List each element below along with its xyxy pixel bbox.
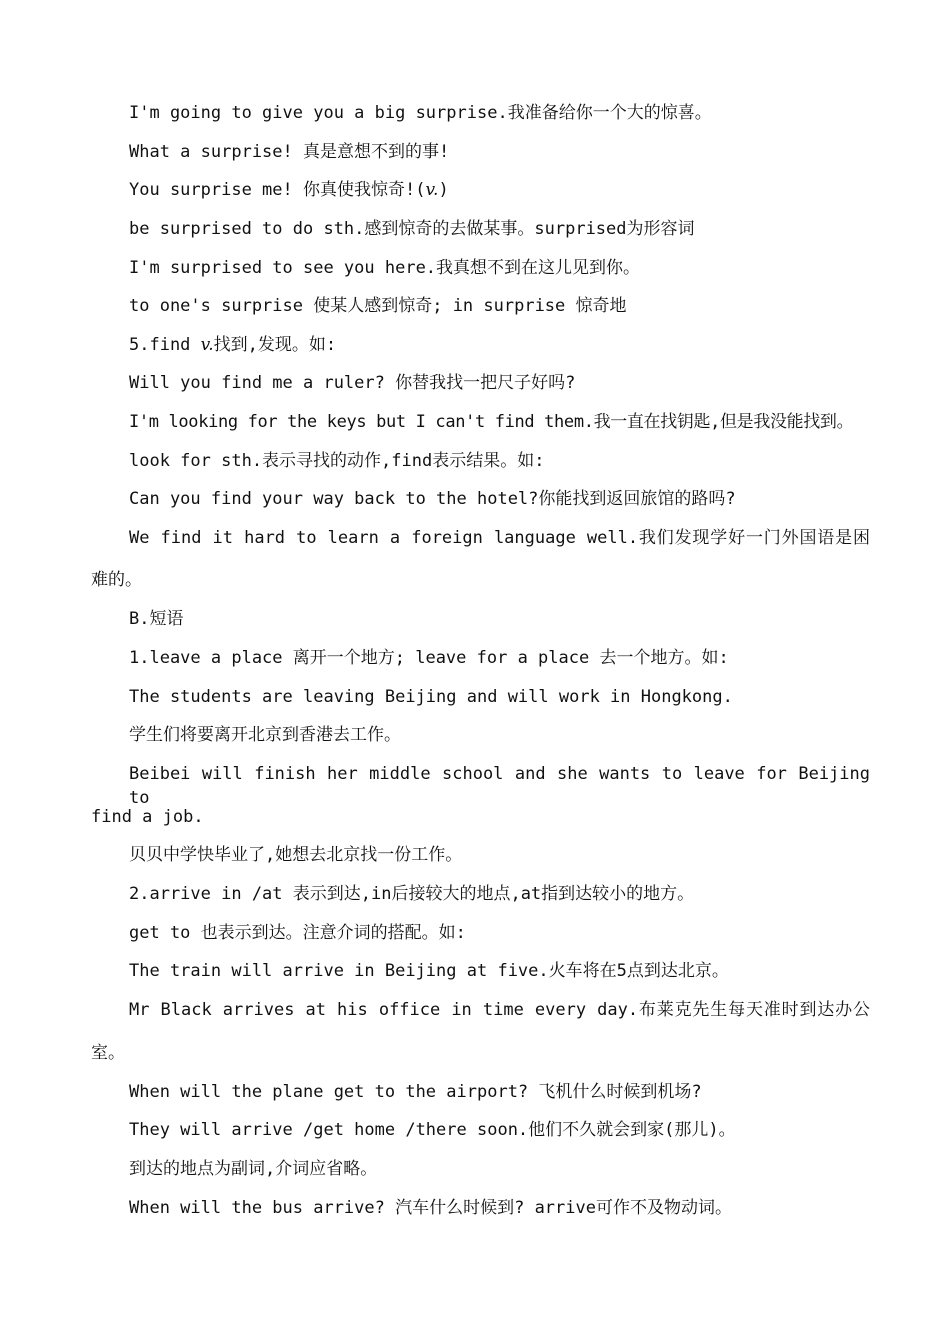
text-line: The train will arrive in Beijing at five.火车将在5点到达北京。: [129, 961, 729, 981]
text-line: 学生们将要离开北京到香港去工作。: [129, 725, 401, 745]
text-line: 到达的地点为副词,介词应省略。: [129, 1159, 378, 1179]
text-line: 难的。: [91, 570, 142, 590]
text-fragment: 5.find: [129, 335, 201, 355]
text-line: The students are leaving Beijing and will work in Hongkong.: [129, 687, 733, 707]
section-heading: B.短语: [129, 609, 184, 629]
text-line: 2.arrive in /at 表示到达,in后接较大的地点,at指到达较小的地方。: [129, 884, 695, 904]
text-fragment: 找到,发现。如:: [213, 335, 337, 355]
text-line: [129, 178, 870, 202]
text-line: 室。: [91, 1043, 125, 1063]
text-line: look for sth.表示寻找的动作,find表示结果。如:: [129, 451, 545, 471]
text-line: Mr Black arrives at his office in time every day.布莱克先生每天准时到达办公: [129, 1000, 870, 1020]
text-line: get to 也表示到达。注意介词的搭配。如:: [129, 923, 466, 943]
text-line: 贝贝中学快毕业了,她想去北京找一份工作。: [129, 845, 463, 865]
text-line: to one's surprise 使某人感到惊奇; in surprise 惊奇地: [129, 296, 627, 316]
text-line: I'm going to give you a big surprise.我准备给你一个大的惊喜。: [129, 103, 712, 123]
text-line: Will you find me a ruler? 你替我找一把尺子好吗?: [129, 373, 576, 393]
text-line: When will the bus arrive? 汽车什么时候到? arrive可作不及物动词。: [129, 1198, 732, 1218]
text-line: They will arrive /get home /there soon.他们不久就会到家(那儿)。: [129, 1120, 736, 1140]
text-line: be surprised to do sth.感到惊奇的去做某事。surprised为形容词: [129, 219, 695, 239]
part-of-speech-tag: v.: [425, 180, 439, 200]
text-line: I'm looking for the keys but I can't find them.我一直在找钥匙,但是我没能找到。: [129, 412, 854, 432]
text-line: We find it hard to learn a foreign language well.我们发现学好一门外国语是困: [129, 528, 870, 548]
text-line: What a surprise! 真是意想不到的事!: [129, 142, 450, 162]
text-fragment: You surprise me! 你真使我惊奇!(: [129, 180, 426, 200]
text-line: Beibei will finish her middle school and she wants to leave for Beijing to: [129, 764, 870, 808]
text-line: find a job.: [91, 807, 204, 827]
text-line: 1.leave a place 离开一个地方; leave for a place 去一个地方。如:: [129, 648, 729, 668]
text-line: Can you find your way back to the hotel?你能找到返回旅馆的路吗?: [129, 489, 736, 509]
text-fragment: ): [438, 180, 449, 200]
part-of-speech-tag: v.: [200, 335, 214, 355]
text-line: [129, 333, 870, 357]
text-line: I'm surprised to see you here.我真想不到在这儿见到你。: [129, 258, 641, 278]
text-line: When will the plane get to the airport? 飞机什么时候到机场?: [129, 1082, 702, 1102]
